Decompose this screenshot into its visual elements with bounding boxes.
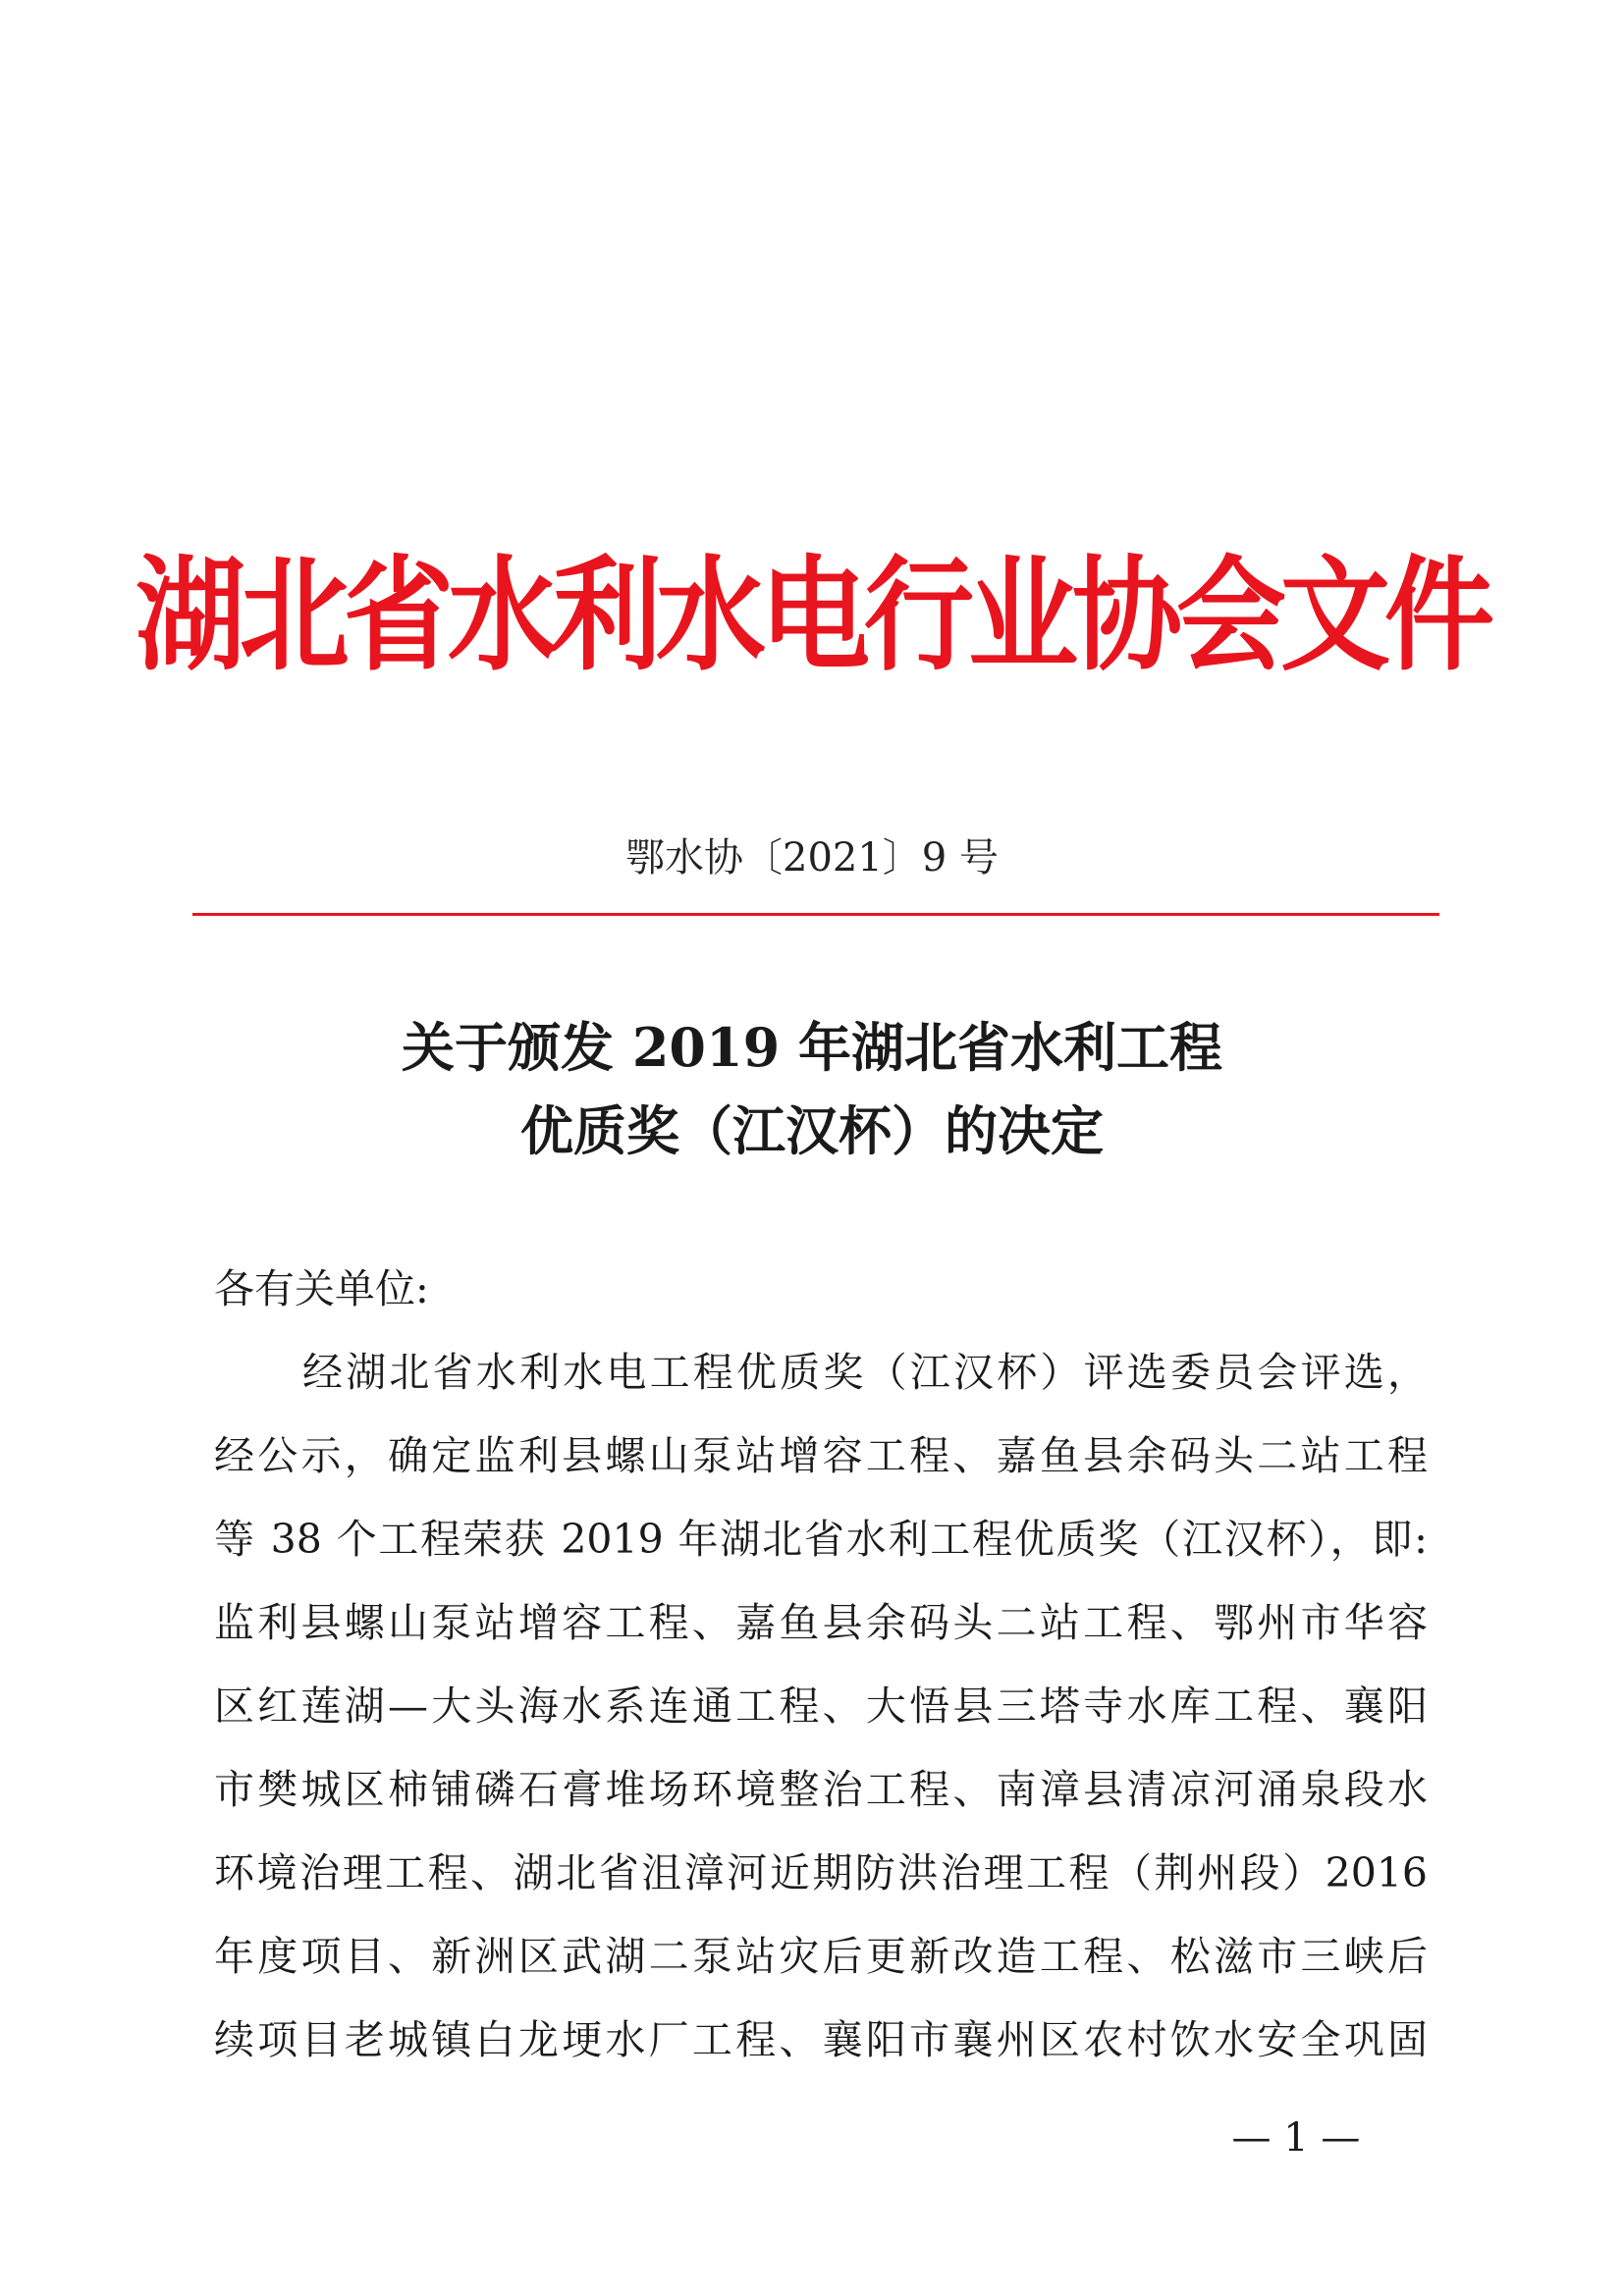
- red-separator-line: [192, 913, 1439, 916]
- body-text-line: 年度项目、新洲区武湖二泵站灾后更新改造工程、松滋市三峡后: [214, 1933, 1428, 1980]
- organization-title: 湖北省水利水电行业协会文件: [135, 545, 1489, 688]
- body-text-line: 经湖北省水利水电工程优质奖（江汉杯）评选委员会评选，: [302, 1349, 1428, 1396]
- document-title-line-2: 优质奖（江汉杯）的决定: [520, 1099, 1104, 1162]
- body-text-line: 监利县螺山泵站增容工程、嘉鱼县余码头二站工程、鄂州市华容: [214, 1599, 1428, 1646]
- body-text-line: 经公示，确定监利县螺山泵站增容工程、嘉鱼县余码头二站工程: [214, 1432, 1428, 1479]
- document-title-line-1: 关于颁发 2019 年湖北省水利工程: [402, 1016, 1222, 1079]
- body-text-line: 环境治理工程、湖北省沮漳河近期防洪治理工程（荆州段）2016: [214, 1849, 1428, 1896]
- page-number: — 1 —: [1231, 2115, 1361, 2161]
- body-text-line: 区红莲湖—大头海水系连通工程、大悟县三塔寺水库工程、襄阳: [214, 1682, 1428, 1730]
- body-text-line: 续项目老城镇白龙埂水厂工程、襄阳市襄州区农村饮水安全巩固: [214, 2016, 1428, 2063]
- body-text-line: 市樊城区柿铺磷石膏堆场环境整治工程、南漳县清凉河涌泉段水: [214, 1766, 1428, 1813]
- document-number: 鄂水协〔2021〕9 号: [625, 835, 999, 881]
- salutation: 各有关单位:: [214, 1265, 429, 1312]
- body-text-line: 等 38 个工程荣获 2019 年湖北省水利工程优质奖（江汉杯），即:: [214, 1516, 1428, 1563]
